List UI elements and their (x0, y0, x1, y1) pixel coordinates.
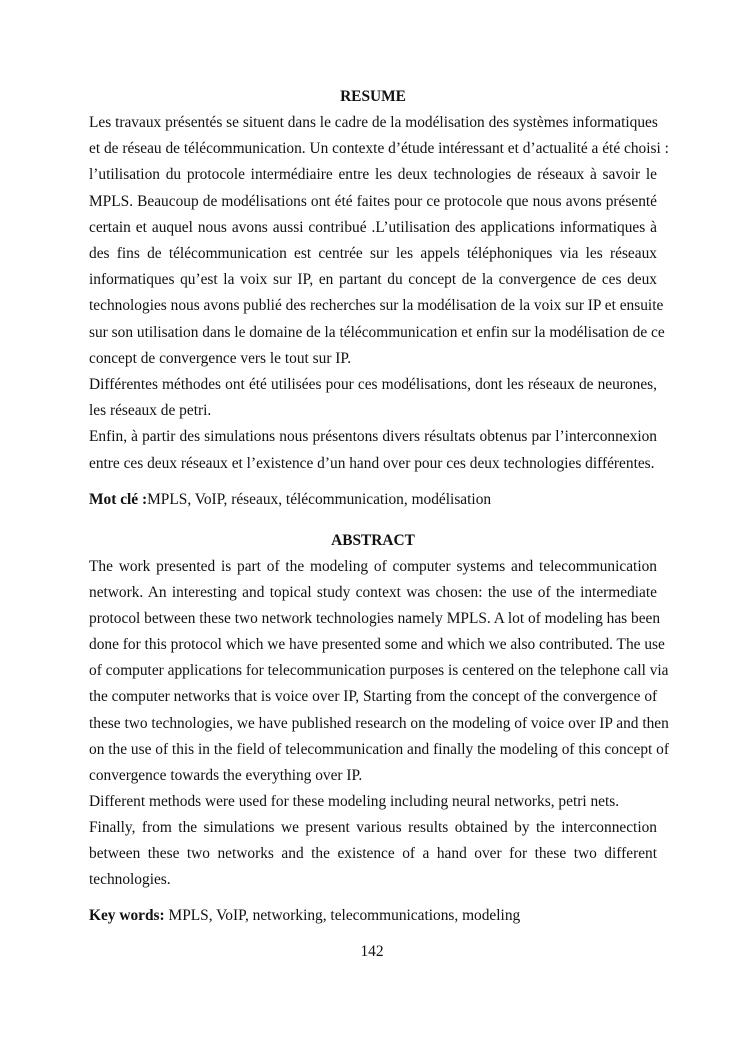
paragraph-line: done for this protocol which we have presented some and which we also contributed. The use (89, 636, 665, 654)
resume-keywords (89, 487, 657, 513)
paragraph-line: informatiques qu’est la voix sur IP, en partant du concept de la convergence de ces deux (89, 271, 657, 289)
keywords-label: Key words: (89, 907, 165, 924)
paragraph-line: Différentes méthodes ont été utilisées pour ces modélisations, dont les réseaux de neurones, (89, 376, 657, 394)
abstract-heading: ABSTRACT (331, 532, 415, 549)
paragraph-line: l’utilisation du protocole intermédiaire entre les deux technologies de réseaux à savoir le (89, 166, 657, 184)
paragraph-line: Different methods were used for these modeling including neural networks, petri nets. (89, 792, 620, 810)
paragraph-line: sur son utilisation dans le domaine de la télécommunication et enfin sur la modélisation de ce (89, 323, 665, 341)
paragraph-line: of computer applications for telecommunication purposes is centered on the telephone call via (89, 662, 669, 680)
paragraph-line: entre ces deux réseaux et l’existence d’un hand over pour ces deux technologies différentes. (89, 454, 655, 472)
paragraph-line: Enfin, à partir des simulations nous présentons divers résultats obtenus par l’interconnexion (89, 428, 657, 446)
keywords-label: Mot clé : (89, 491, 148, 508)
paragraph-line: technologies. (89, 871, 171, 889)
paragraph-line: protocol between these two network technologies namely MPLS. A lot of modeling has been (89, 610, 661, 628)
resume-body (89, 110, 669, 477)
abstract-keywords (89, 903, 657, 929)
paragraph-line: the computer networks that is voice over IP, Starting from the concept of the convergence of (89, 688, 658, 706)
abstract-body (89, 554, 669, 893)
page-number: 142 (360, 943, 384, 960)
paragraph-line: on the use of this in the field of telecommunication and finally the modeling of this concept of (89, 740, 669, 758)
paragraph-line: convergence towards the everything over IP. (89, 766, 363, 784)
paragraph-line: Les travaux présentés se situent dans le cadre de la modélisation des systèmes informatiques (89, 114, 658, 131)
paragraph-line: des fins de télécommunication est centrée sur les appels téléphoniques via les réseaux (89, 245, 657, 263)
paragraph-line: The work presented is part of the modeling of computer systems and telecommunication (89, 558, 657, 575)
paragraph-line: these two technologies, we have published research on the modeling of voice over IP and then (89, 714, 669, 732)
paragraph-line: between these two networks and the existence of a hand over for these two different (89, 845, 657, 863)
paragraph-line: les réseaux de petri. (89, 402, 212, 420)
paragraph-line: MPLS. Beaucoup de modélisations ont été faites pour ce protocole que nous avons présenté (89, 192, 657, 210)
paragraph-line: concept de convergence vers le tout sur IP. (89, 349, 352, 367)
paragraph-line: certain et auquel nous avons aussi contribué .L’utilisation des applications informatiques à (89, 218, 657, 236)
paragraph-line: network. An interesting and topical study context was chosen: the use of the intermediate (89, 584, 657, 602)
keywords-value: MPLS, VoIP, réseaux, télécommunication, modélisation (147, 491, 492, 508)
paragraph-line: et de réseau de télécommunication. Un contexte d’étude intéressant et d’actualité a été choisi : (89, 140, 669, 158)
keywords-value: MPLS, VoIP, networking, telecommunications, modeling (164, 907, 521, 924)
paragraph-line: technologies nous avons publié des recherches sur la modélisation de la voix sur IP et ensuite (89, 297, 664, 315)
paragraph-line: Finally, from the simulations we present various results obtained by the interconnection (89, 818, 657, 836)
resume-heading: RESUME (340, 88, 406, 105)
